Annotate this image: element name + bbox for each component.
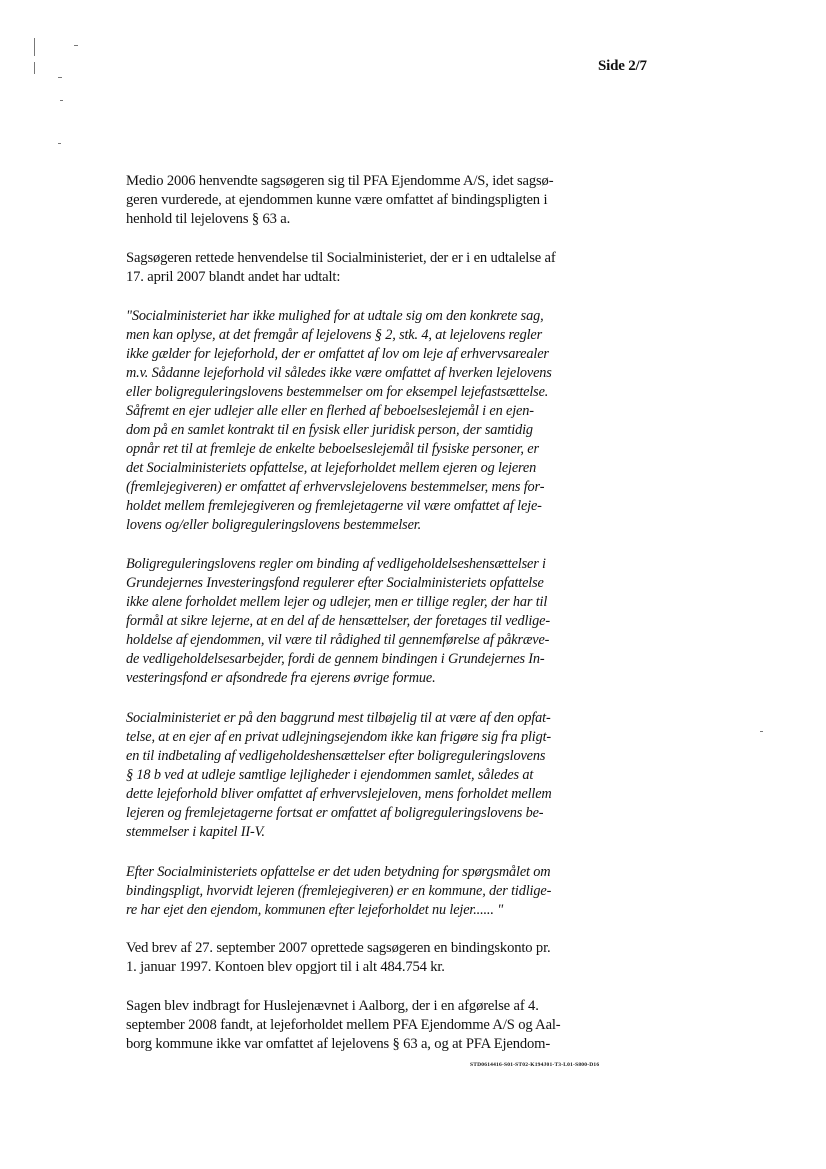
text-line: Sagsøgeren rettede henvendelse til Socialministeriet, der er i en udtalelse af xyxy=(126,250,556,266)
quote-paragraph-2 xyxy=(126,555,610,688)
quote-line: eller boligreguleringslovens bestemmelser om for eksempel lejefastsættelse. xyxy=(126,384,549,400)
quote-line: telse, at en ejer af en privat udlejningsejendom ikke kan frigøre sig fra pligt- xyxy=(126,729,552,745)
quote-line: vesteringsfond er afsondrede fra ejerens øvrige formue. xyxy=(126,670,436,686)
quote-line: ikke gælder for lejeforhold, der er omfattet af lov om leje af erhvervsarealer xyxy=(126,346,549,362)
quote-paragraph-3 xyxy=(126,709,610,842)
document-body xyxy=(126,172,610,1054)
text-line: 1. januar 1997. Kontoen blev opgjort til i alt 484.754 kr. xyxy=(126,959,445,975)
quote-line: lovens og/eller boligreguleringslovens bestemmelser. xyxy=(126,517,422,533)
scan-speck xyxy=(760,731,763,732)
quote-line: stemmelser i kapitel II-V. xyxy=(126,824,265,840)
scan-speck xyxy=(34,38,35,56)
quote-line: holdelse af ejendommen, vil være til rådighed til gennemførelse af påkræve- xyxy=(126,632,550,648)
scan-speck xyxy=(34,62,35,74)
quote-line: ikke alene forholdet mellem lejer og udlejer, men er tillige regler, der har til xyxy=(126,594,548,610)
quote-line: Efter Socialministeriets opfattelse er det uden betydning for spørgsmålet om xyxy=(126,864,551,880)
scan-speck xyxy=(58,143,61,144)
paragraph-huslejenaevnet xyxy=(126,997,610,1054)
quote-line: dette lejeforhold bliver omfattet af erhvervslejeloven, mens forholdet mellem xyxy=(126,786,552,802)
text-line: borg kommune ikke var omfattet af lejelovens § 63 a, og at PFA Ejendom- xyxy=(126,1036,551,1052)
quote-line: formål at sikre lejerne, at en del af de hensættelser, der foretages til vedlige- xyxy=(126,613,550,629)
text-line: 17. april 2007 blandt andet har udtalt: xyxy=(126,269,341,285)
scan-speck xyxy=(60,100,63,101)
quote-line: Grundejernes Investeringsfond regulerer efter Socialministeriets opfattelse xyxy=(126,575,544,591)
scan-speck xyxy=(74,45,78,46)
document-id-code: STD0614416-S01-ST02-K194J01-T3-L01-S800-D16 xyxy=(470,1062,600,1068)
quote-line: "Socialministeriet har ikke mulighed for at udtale sig om den konkrete sag, xyxy=(126,308,544,324)
text-line: Ved brev af 27. september 2007 oprettede sagsøgeren en bindingskonto pr. xyxy=(126,940,551,956)
quote-line: bindingspligt, hvorvidt lejeren (fremlejegiveren) er en kommune, der tidlige- xyxy=(126,883,552,899)
quote-line: holdet mellem fremlejegiveren og fremlejetagerne vil være omfattet af leje- xyxy=(126,498,542,514)
text-line: Sagen blev indbragt for Huslejenævnet i Aalborg, der i en afgørelse af 4. xyxy=(126,998,539,1014)
text-line: henhold til lejelovens § 63 a. xyxy=(126,211,291,227)
paragraph-bindingskonto xyxy=(126,939,610,977)
quote-line: (fremlejegiveren) er omfattet af erhvervslejelovens bestemmelser, mens for- xyxy=(126,479,545,495)
text-line: september 2008 fandt, at lejeforholdet mellem PFA Ejendomme A/S og Aal- xyxy=(126,1017,561,1033)
quote-line: det Socialministeriets opfattelse, at lejeforholdet mellem ejeren og lejeren xyxy=(126,460,537,476)
quote-line: m.v. Sådanne lejeforhold vil således ikke være omfattet af hverken lejelovens xyxy=(126,365,552,381)
quote-line: Såfremt en ejer udlejer alle eller en flerhed af beboelseslejemål i en ejen- xyxy=(126,403,534,419)
quote-paragraph-4 xyxy=(126,863,610,920)
page-number: Side 2/7 xyxy=(598,58,647,74)
quote-line: de vedligeholdelsesarbejder, fordi de gennem bindingen i Grundejernes In- xyxy=(126,651,545,667)
quote-line: re har ejet den ejendom, kommunen efter lejeforholdet nu lejer...... " xyxy=(126,902,504,918)
text-line: Medio 2006 henvendte sagsøgeren sig til PFA Ejendomme A/S, idet sagsø- xyxy=(126,173,554,189)
quote-line: en til indbetaling af vedligeholdeshensættelser efter boligreguleringslovens xyxy=(126,748,546,764)
quote-line: men kan oplyse, at det fremgår af lejelovens § 2, stk. 4, at lejelovens regler xyxy=(126,327,543,343)
quote-line: dom på en samlet kontrakt til en fysisk eller juridisk person, der samtidig xyxy=(126,422,533,438)
quote-line: lejeren og fremlejetagerne fortsat er omfattet af boligreguleringslovens be- xyxy=(126,805,544,821)
scan-speck xyxy=(58,77,62,78)
quote-line: § 18 b ved at udleje samtlige lejligheder i ejendommen samlet, således at xyxy=(126,767,534,783)
paragraph-henvendelse xyxy=(126,249,610,287)
text-line: geren vurderede, at ejendommen kunne være omfattet af bindingspligten i xyxy=(126,192,548,208)
paragraph-medio-2006 xyxy=(126,172,610,229)
quote-line: opnår ret til at fremleje de enkelte beboelseslejemål til fysiske personer, er xyxy=(126,441,539,457)
quote-line: Boligreguleringslovens regler om binding af vedligeholdelseshensættelser i xyxy=(126,556,546,572)
quote-paragraph-1 xyxy=(126,307,610,535)
quote-line: Socialministeriet er på den baggrund mest tilbøjelig til at være af den opfat- xyxy=(126,710,551,726)
